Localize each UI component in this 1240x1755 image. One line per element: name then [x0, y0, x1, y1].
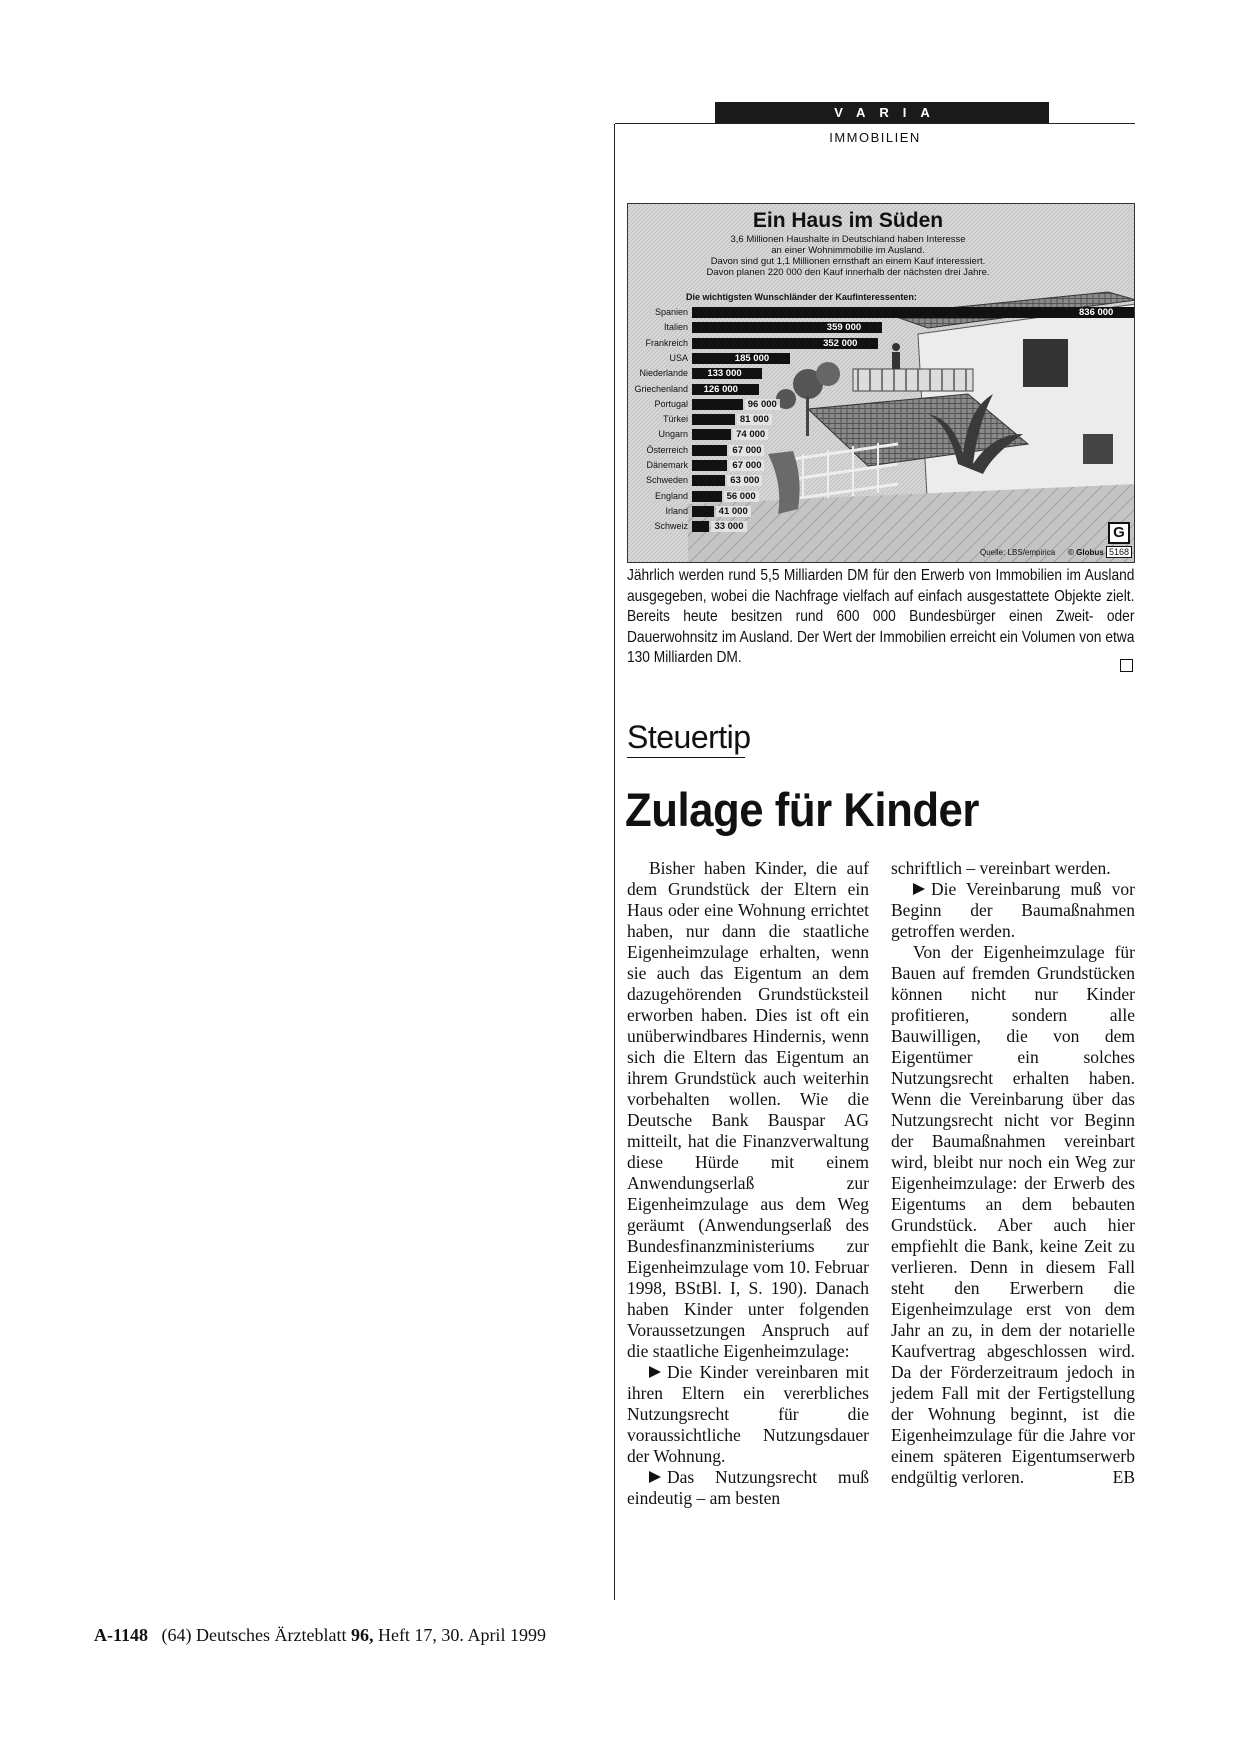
bar-category-label: Irland	[665, 505, 688, 516]
bar-category-label: Türkei	[662, 414, 688, 425]
bar-category-label: Italien	[663, 322, 688, 333]
bar-value-label: 96 000	[745, 399, 780, 410]
page-footer	[94, 1625, 546, 1646]
chart-subtitle-line: an einer Wohnimmobilie im Ausland.	[771, 245, 925, 256]
bar-row	[628, 366, 1135, 381]
chart-title: Ein Haus im Süden	[752, 209, 944, 232]
bar-value-label: 74 000	[733, 429, 768, 440]
bar-category-label: Spanien	[654, 307, 688, 317]
triangle-bullet-icon	[649, 1366, 661, 1378]
paragraph-text: Von der Eigenheimzulage für Bauen auf fremden Grundstücken können nicht nur Kinder profitieren, sondern alle Bauwilligen, die von dem Eigentümer ein solches Nutzungsrecht erhalten haben. Wenn die Vereinbarung über das Nutzungsrecht nicht vor Beginn der Baumaßnahmen vereinbart wird, bleibt nur noch ein Weg zur Eigenheimzulage: der Erwerb des Eigentums an dem bebauten Grundstück. Aber auch hier empfiehlt die Bank, keine Zeit zu verlieren. Denn in diesem Fall steht den Erwerbern die Eigenheimzulage erst von dem Jahr an zu, in dem der notarielle Kaufvertrag abgeschlossen wird. Da der Förderzeitraum jedoch in jedem Fall mit der Fertigstellung der Wohnung beginnt, ist die Eigenheimzulage für die Jahre vor einem späteren Eigentumserwerb endgültig verloren.	[891, 942, 1135, 1487]
article-column-2	[891, 858, 1135, 1488]
bar-value-label: 836 000	[1079, 307, 1114, 318]
bar-row	[628, 412, 1135, 427]
bar-row	[628, 397, 1135, 412]
bar-row	[628, 336, 1135, 351]
column-divider	[614, 124, 615, 1600]
globus-logo: G	[1108, 522, 1130, 544]
bar-category-label: Niederlande	[639, 368, 688, 379]
bar-category-label: Dänemark	[646, 460, 688, 470]
section-rule	[615, 123, 1135, 124]
chart-subtitle-line: Davon planen 220 000 den Kauf innerhalb der nächsten drei Jahre.	[706, 267, 990, 278]
author-signature: EB	[1112, 1467, 1135, 1487]
bullet-text: Das Nutzungsrecht muß eindeutig – am besten	[627, 1467, 869, 1508]
bar-row	[628, 305, 1135, 320]
rubric-underline	[627, 757, 745, 758]
bar-row	[628, 320, 1135, 335]
journal-name: Deutsches Ärzteblatt	[196, 1625, 347, 1645]
bar-value-label: 133 000	[707, 368, 742, 380]
bullet-text: Die Vereinbarung muß vor Beginn der Baumaßnahmen getroffen werden.	[891, 879, 1135, 941]
bullet-paragraph	[627, 1467, 869, 1509]
bar-value-label: 33 000	[711, 521, 746, 532]
bar-value-label: 352 000	[823, 337, 858, 349]
bar-category-label: USA	[669, 352, 688, 363]
end-mark	[1120, 659, 1133, 672]
bar	[692, 399, 743, 410]
bullet-paragraph	[891, 879, 1135, 942]
chart-subtitle-line: 3,6 Millionen Haushalte in Deutschland haben Interesse	[730, 234, 966, 245]
bar	[692, 414, 735, 425]
bar	[692, 445, 727, 456]
article-column-1	[627, 858, 869, 1509]
bar	[692, 475, 725, 486]
infographic-caption: Jährlich werden rund 5,5 Milliarden DM für den Erwerb von Immobilien im Ausland ausgegeben, wobei die Nachfrage vielfach auf einfach ausgestattete Objekte zielt. Bereits heute besitzen rund 600 000 Bundesbürger einen Zweit- oder Dauerwohnsitz im Ausland. Der Wert der Immobilien erreicht ein Volumen von etwa 130 Milliarden DM.	[627, 567, 1135, 666]
bar-value-label: 63 000	[727, 475, 762, 486]
bar	[692, 521, 709, 532]
bar-value-label: 359 000	[826, 322, 862, 334]
page-code: A-1148	[94, 1625, 148, 1645]
triangle-bullet-icon	[913, 883, 925, 895]
chart-source: Quelle: LBS/empirica	[980, 548, 1056, 557]
headline: Zulage für Kinder	[625, 783, 979, 836]
paragraph: Bisher haben Kinder, die auf dem Grundstück der Eltern ein Haus oder eine Wohnung errichtet haben, nur dann die staatliche Eigenheimzulage erhalten, wenn sie auch das Eigentum an dem dazugehörenden Grundstücksteil erworben haben. Dies ist oft ein unüberwindbares Hindernis, wenn sich die Eltern das Eigentum an ihrem Grundstück auch weiterhin vorbehalten wollen. Wie die Deutsche Bank Bauspar AG mitteilt, hat die Finanzverwaltung diese Hürde mit einem Anwendungserlaß zur Eigenheimzulage aus dem Weg geräumt (Anwendungserlaß des Bundesfinanzministeriums zur Eigenheimzulage vom 10. Februar 1998, BStBl. I, S. 190). Danach haben Kinder unter folgenden Voraussetzungen Anspruch auf die staatliche Eigenheimzulage:	[627, 858, 870, 1361]
subsection-label: IMMOBILIEN	[829, 130, 921, 145]
bullet-paragraph	[627, 1362, 869, 1467]
bar	[692, 491, 722, 502]
chart-credit: © Globus	[1068, 548, 1104, 557]
bar-category-label: Schweiz	[654, 521, 688, 532]
bar-value-label: 126 000	[703, 383, 738, 395]
bar-category-label: Ungarn	[658, 429, 688, 440]
bar-category-label: Griechenland	[634, 383, 688, 394]
issue: Heft 17, 30. April 1999	[377, 1625, 546, 1645]
bar-row	[628, 489, 1135, 504]
bar	[692, 506, 714, 517]
triangle-bullet-icon	[649, 1471, 661, 1483]
bar-row	[628, 504, 1135, 519]
bullet-text: Die Kinder vereinbaren mit ihren Eltern ein vererbliches Nutzungsrecht für die voraussichtliche Nutzungsdauer der Wohnung.	[627, 1362, 869, 1466]
bar-value-label: 67 000	[729, 460, 764, 471]
bar-row	[628, 382, 1135, 397]
bar-value-label: 56 000	[724, 491, 759, 502]
bar-value-label: 67 000	[729, 445, 764, 456]
bar-category-label: Portugal	[654, 398, 688, 409]
bar	[692, 460, 727, 471]
bar-category-label: Österreich	[646, 444, 688, 455]
bar-chart	[628, 305, 1135, 563]
paragraph: schriftlich – vereinbart werden.	[891, 858, 1111, 878]
bar-value-label: 41 000	[716, 506, 751, 517]
bar-row	[628, 473, 1135, 488]
rubric: Steuertip	[627, 719, 751, 755]
paragraph	[891, 942, 1135, 1488]
bar-value-label: 185 000	[734, 352, 770, 364]
bar-value-label: 81 000	[737, 414, 772, 425]
bar-row	[628, 351, 1135, 366]
bar-category-label: Frankreich	[645, 337, 688, 348]
bar-category-label: England	[654, 490, 688, 501]
bar	[692, 307, 1134, 318]
bar	[692, 429, 731, 440]
bar-row	[628, 443, 1135, 458]
bar-row	[628, 427, 1135, 442]
chart-subtitle-line: Davon sind gut 1,1 Millionen ernsthaft an einem Kauf interessiert.	[710, 256, 986, 267]
page-number: (64)	[161, 1625, 192, 1645]
infographic	[627, 203, 1135, 563]
section-header: VARIA	[715, 102, 1049, 123]
bar-row	[628, 519, 1135, 534]
chart-list-title: Die wichtigsten Wunschländer der Kaufinteressenten:	[686, 292, 917, 302]
volume: 96,	[350, 1625, 374, 1645]
bar-category-label: Schweden	[645, 475, 688, 486]
chart-code: 5168	[1106, 546, 1132, 558]
bar-row	[628, 458, 1135, 473]
